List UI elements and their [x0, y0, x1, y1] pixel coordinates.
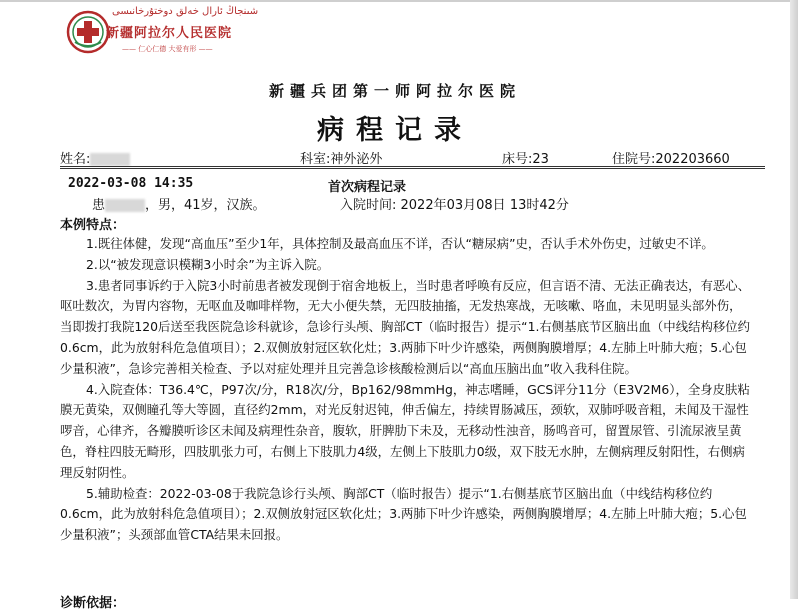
patient-summary — [92, 194, 266, 213]
record-section-title: 首次病程记录 — [328, 180, 407, 195]
logo-uyghur-name: شىنجاڭ ئارال خەلق دوختۇرخانىسى — [112, 6, 259, 17]
department: 科室:神外泌外 — [300, 152, 383, 167]
organization-name: 新疆兵团第一师阿拉尔医院 — [268, 82, 521, 100]
patient-summary-suffix: ，男，41岁，汉族。 — [145, 198, 266, 213]
paragraph: 2.以“被发现意识模糊3小时余”为主诉入院。 — [86, 256, 330, 272]
paragraph: 3.患者同事诉约于入院3小时前患者被发现倒于宿舍地板上，当时患者呼唤有反应，但言语不清、无法正确表达，有恶心、呕吐数次，为胃内容物，无呕血及咖啡样物，无大小便失禁，无四肢抽搐，无发热寒战，无咳嗽、咯血，未见明显头部外伤，当即拨打我院120后送至我医院急诊科就诊，急诊行头颅、胸部CT（临时报告）提示“1.右侧基底节区脑出血（中线结构移位约0.6cm，此为放射科危急值项目）；2.双侧放射冠区软化灶；3.两肺下叶少许感染，两侧胸膜增厚；4.左肺上叶肺大疱；5.心包少量积液”，急诊完善相关检查、予以对症处理并且完善急诊核酸检测后以“高血压脑出血”收入我科住院。 — [60, 277, 751, 376]
paragraph: 4.入院查体：T36.4℃，P97次/分，R18次/分，Bp162/98mmHg，神志嗜睡，GCS评分11分（E3V2M6），全身皮肤粘膜无黄染，双侧瞳孔等大等圆，直径约2mm，对光反射迟钝，伸舌偏左，持续胃肠减压，颈软，双肺呼吸音粗，未闻及干湿性啰音，心律齐，各瓣膜听诊区未闻及病理性杂音，腹软，肝脾肋下未及，无移动性浊音，肠鸣音可，留置尿管、引流尿液呈黄色，脊柱四肢无畸形，四肢肌张力可，右侧上下肢肌力4级，左侧上下肢肌力0级，双下肢无水肿，左侧病理反射阳性，右侧病理反射阴性。 — [60, 381, 750, 480]
next-heading: 诊断依据： — [60, 596, 126, 611]
document-title: 病程记录 — [317, 115, 473, 146]
patient-summary-prefix: 患 — [92, 198, 106, 213]
patient-name — [60, 148, 130, 167]
patient-name-label: 姓名: — [60, 152, 91, 167]
logo-slogan: —— 仁心仁德 大爱有形 —— — [122, 45, 213, 53]
window-top-edge — [0, 0, 798, 2]
hospital-logo-icon — [66, 10, 110, 54]
paragraph: 1.既往体健，发现“高血压”至少1年，具体控制及最高血压不详，否认“糖尿病”史，否认手术外伤史，过敏史不详。 — [86, 236, 714, 251]
bed-number: 床号:23 — [502, 152, 549, 167]
divider — [60, 166, 765, 167]
admission-number: 住院号:202203660 — [612, 152, 730, 167]
redacted-patient — [105, 199, 145, 212]
features-heading: 本例特点： — [60, 218, 126, 233]
logo-chinese-name: 新疆阿拉尔人民医院 — [106, 26, 233, 41]
admit-time: 入院时间: 2022年03月08日 13时42分 — [340, 198, 569, 213]
paragraph: 5.辅助检查：2022-03-08于我院急诊行头颅、胸部CT（临时报告）提示“1.右侧基底节区脑出血（中线结构移位约0.6cm，此为放射科危急值项目）；2.双侧放射冠区软化灶；3.两肺下叶少许感染，两侧胸膜增厚；4.左肺上叶肺大疱；5.心包少量积液”；头颈部血管CTA结果未回报。 — [60, 485, 747, 543]
record-datetime: 2022-03-08 14:35 — [68, 176, 194, 191]
window-right-edge — [790, 0, 798, 599]
record-body — [60, 234, 753, 546]
redacted-name — [90, 153, 130, 166]
divider — [60, 168, 765, 169]
